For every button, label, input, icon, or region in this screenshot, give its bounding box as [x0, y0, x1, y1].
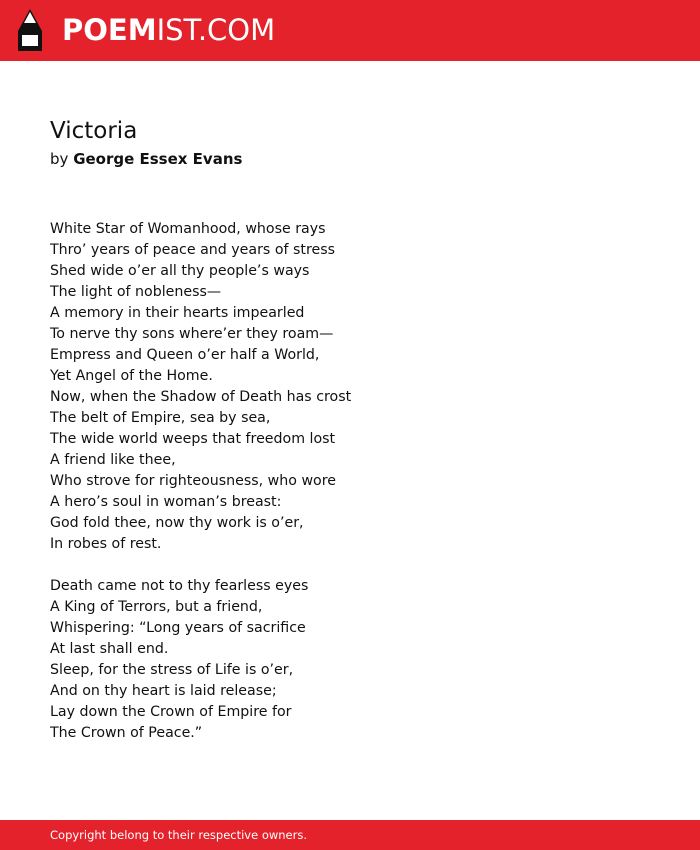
- brand-light-text: IST.COM: [156, 13, 276, 47]
- poem-line: At last shall end.: [50, 641, 169, 657]
- poem-line: Shed wide o’er all thy people’s ways: [50, 263, 310, 279]
- poem-line: Yet Angel of the Home.: [50, 368, 213, 384]
- byline-prefix: by: [50, 150, 69, 168]
- poem-stanza: [50, 576, 650, 744]
- poem-line: The Crown of Peace.”: [50, 725, 203, 741]
- poem-stanza: [50, 219, 650, 555]
- site-footer: [0, 820, 700, 850]
- poem-line: Empress and Queen o’er half a World,: [50, 347, 320, 363]
- poem-line: Sleep, for the stress of Life is o’er,: [50, 662, 294, 678]
- poem-line: Thro’ years of peace and years of stress: [50, 242, 336, 258]
- poem-title: Victoria: [50, 118, 138, 144]
- poem-line: White Star of Womanhood, whose rays: [50, 221, 326, 237]
- poem-line: The belt of Empire, sea by sea,: [50, 410, 271, 426]
- poem-author: George Essex Evans: [73, 150, 243, 168]
- poem-line: A friend like thee,: [50, 452, 176, 468]
- poem-line: A hero’s soul in woman’s breast:: [50, 494, 282, 510]
- poem-line: Whispering: “Long years of sacrifice: [50, 620, 306, 636]
- pencil-tip-icon[interactable]: [17, 9, 43, 51]
- poem-line: Lay down the Crown of Empire for: [50, 704, 292, 720]
- poem-byline: [50, 149, 242, 169]
- poem-line: The wide world weeps that freedom lost: [50, 431, 336, 447]
- poem-line: Now, when the Shadow of Death has crost: [50, 389, 352, 405]
- site-header: [0, 0, 700, 61]
- poem-line: The light of nobleness—: [50, 284, 222, 300]
- copyright-text: Copyright belong to their respective owners.: [50, 828, 308, 842]
- poem-line: God fold thee, now thy work is o’er,: [50, 515, 304, 531]
- poem-line: And on thy heart is laid release;: [50, 683, 277, 699]
- poem-line: To nerve thy sons where’er they roam—: [50, 326, 334, 342]
- poem-line: Who strove for righteousness, who wore: [50, 473, 336, 489]
- poem-line: A King of Terrors, but a friend,: [50, 599, 263, 615]
- site-logo-link[interactable]: [62, 12, 275, 48]
- poem-line: A memory in their hearts impearled: [50, 305, 305, 321]
- poem-line: Death came not to thy fearless eyes: [50, 578, 309, 594]
- brand-bold-text: POEM: [62, 13, 157, 47]
- poem-body: [50, 219, 650, 765]
- poem-line: In robes of rest.: [50, 536, 162, 552]
